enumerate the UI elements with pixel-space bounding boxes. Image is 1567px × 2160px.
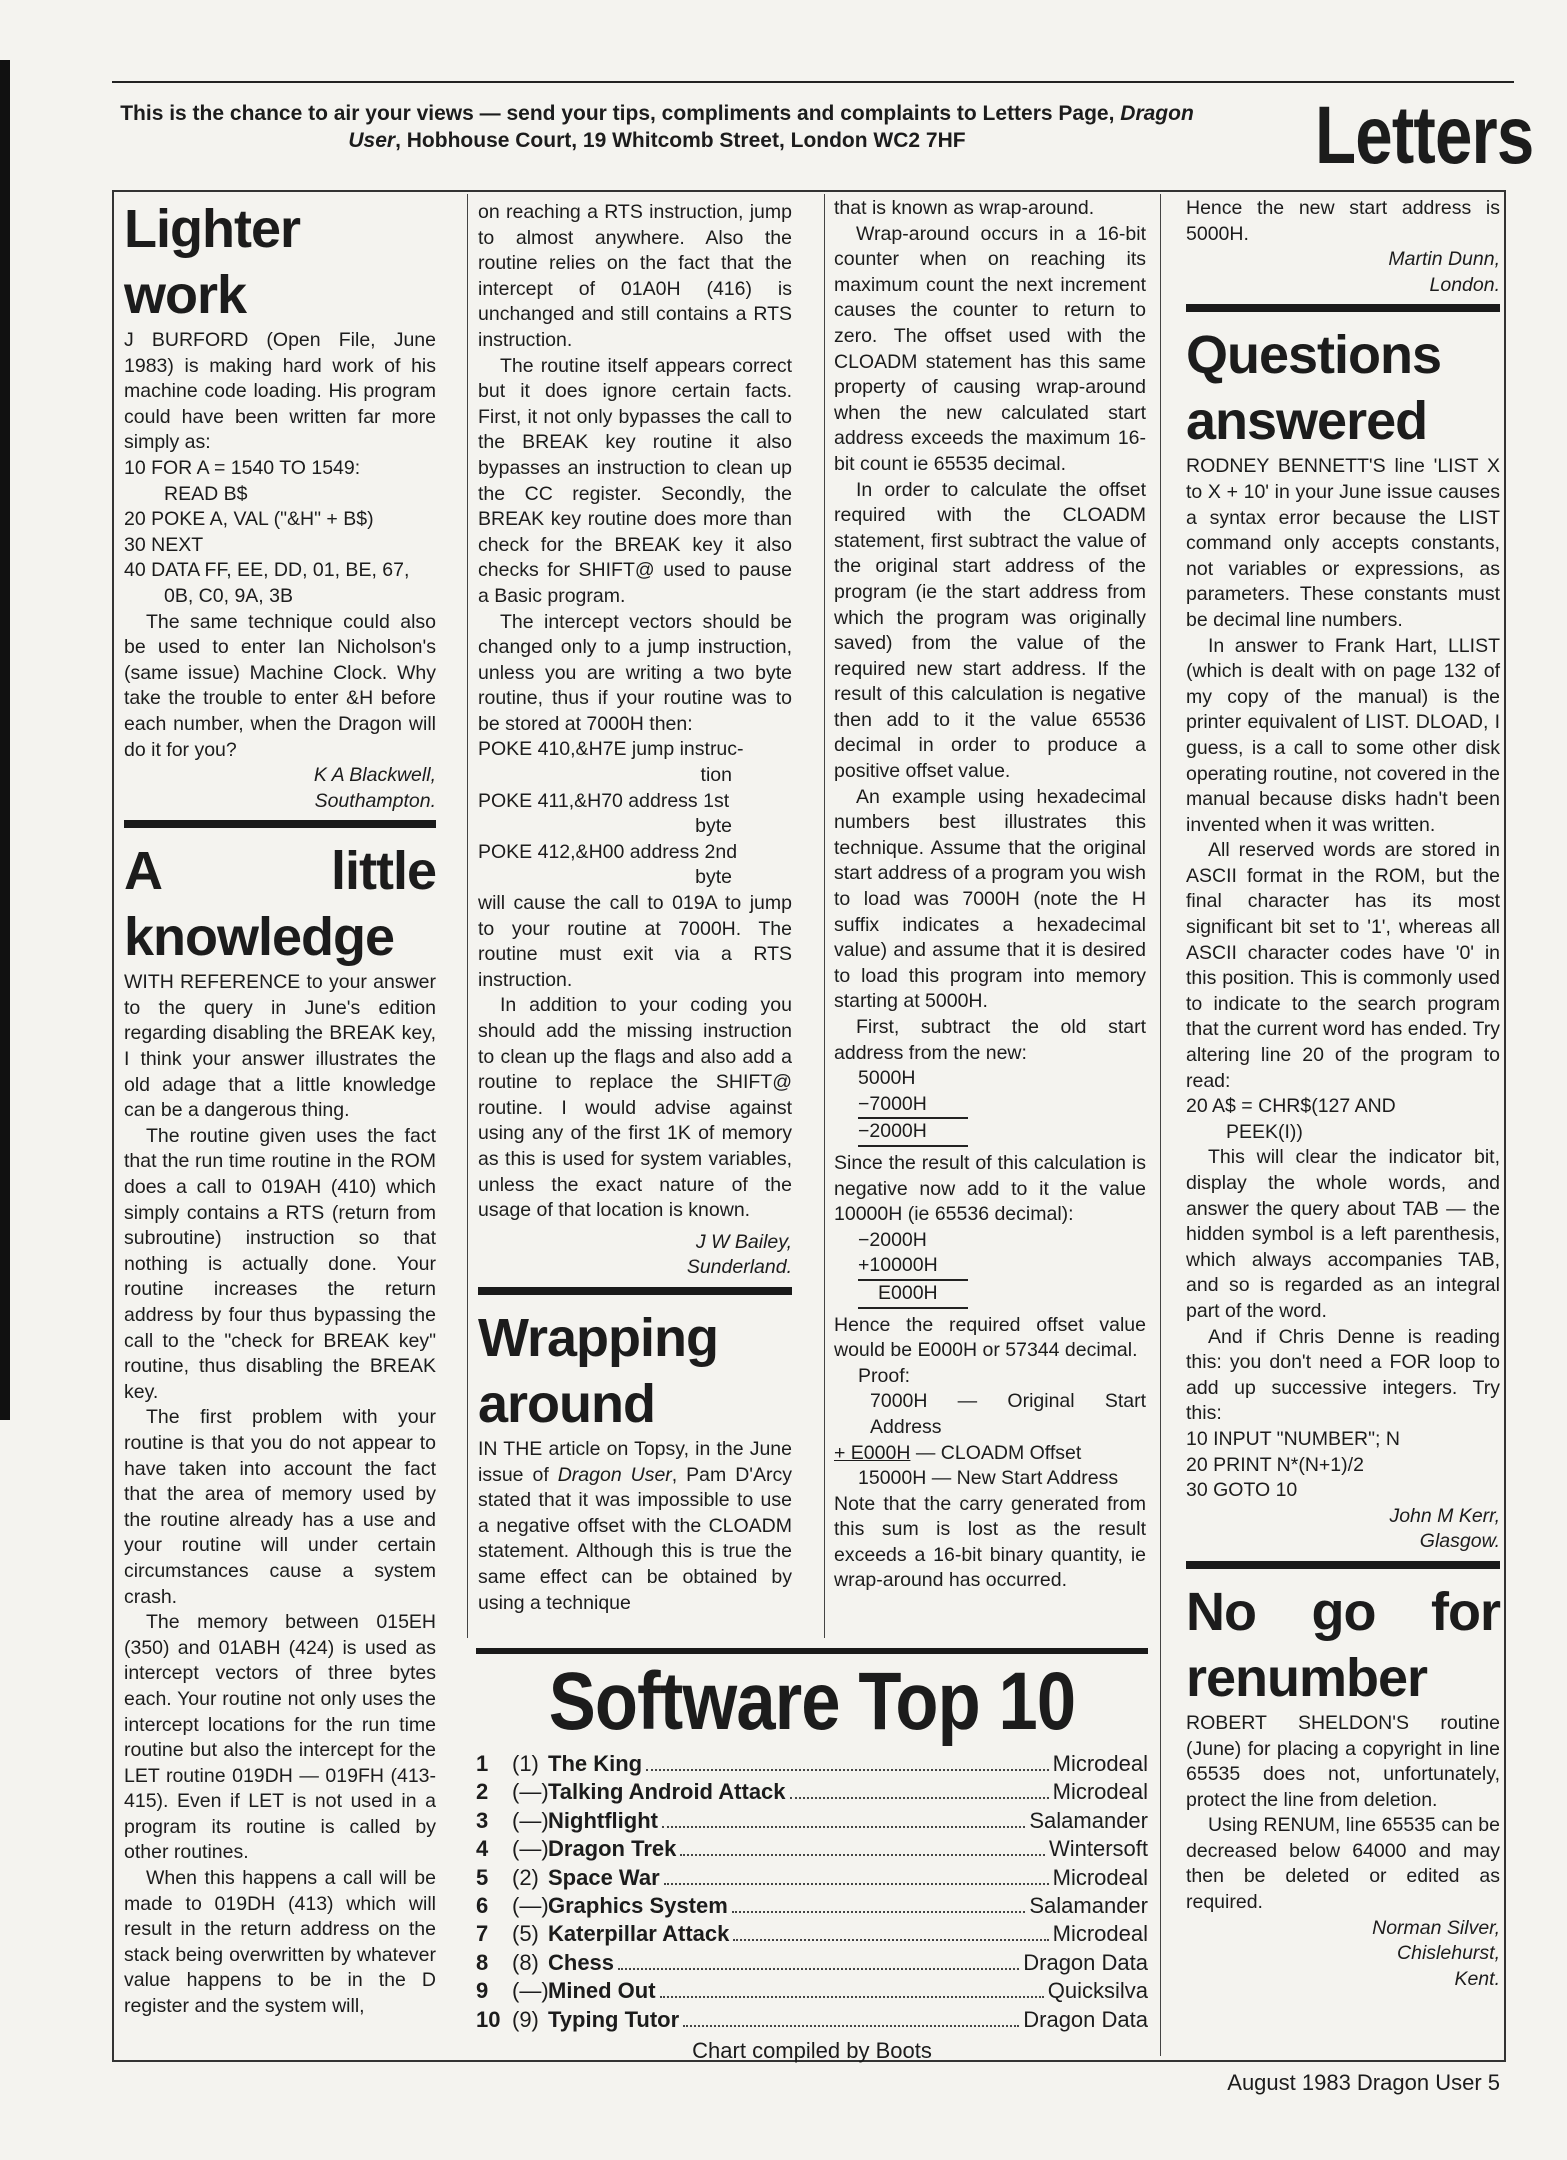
paragraph: The routine given uses the fact that the run time routine in the ROM does a call to 019AH (410) which simply contains a RTS (return from subroutine) instruction so that nothing is actually done. Your routine increases the return address by four thus bypassing the call to the "check for BREAK key" routine, thus disabling the BREAK key.	[124, 1124, 436, 1403]
code-listing: 10 FOR A = 1540 TO 1549: READ B$ 20 POKE A, VAL ("&H" + B$) 30 NEXT 40 DATA FF, EE, DD, 01, BE, 67, 0B, C0, 9A, 3B	[124, 456, 410, 607]
headline-no-go-for-renumber: No go for renumber	[1186, 1581, 1500, 1708]
paragraph: The first problem with your routine is that you do not appear to have taken into account the fact that the area of memory used by the routine already has a use and your routine will under certain circumstances cause a system crash.	[124, 1406, 436, 1608]
paragraph: In answer to Frank Hart, LLIST (which is dealt with on page 132 of my copy of the manual) is the printer equivalent of LIST. DLOAD, I guess, is a call to some other disk operating routine, not covered in the manual because disks hadn't been invented when it was written.	[1186, 634, 1500, 836]
previous-rank: (8)	[512, 1949, 539, 1975]
publisher: Dragon Data	[1023, 2006, 1148, 2032]
code-listing: 10 INPUT "NUMBER"; N 20 PRINT N*(N+1)/2 30 GOTO 10	[1186, 1427, 1400, 1502]
publisher: Microdeal	[1052, 1921, 1148, 1947]
publisher: Quicksilva	[1047, 1978, 1148, 2004]
column-divider	[1160, 194, 1161, 2056]
signature: Southampton.	[314, 789, 436, 812]
column-2	[478, 200, 792, 1616]
paragraph: Using RENUM, line 65535 can be decreased below 64000 and may then be deleted or edited as required.	[1186, 1814, 1500, 1914]
signature: J W Bailey,	[695, 1230, 792, 1253]
top-10-row	[476, 1920, 1148, 1948]
previous-rank: (—)	[512, 1807, 549, 1833]
chart-credit: Chart compiled by Boots	[692, 2038, 932, 2064]
paragraph: that is known as wrap-around.	[834, 197, 1095, 219]
top-10-row	[476, 1807, 1148, 1835]
paragraph: First, subtract the old start address from the new:	[834, 1016, 1146, 1064]
signature: Chislehurst,	[1397, 1942, 1500, 1965]
headline-questions-answered: Questions answered	[1186, 325, 1442, 452]
top-10-row	[476, 1977, 1148, 2005]
previous-rank: (—)	[512, 1779, 549, 1805]
paragraph: Wrap-around occurs in a 16-bit counter when on reaching its maximum count the next increment causes the counter to return to zero. The offset used with the CLOADM statement has this same property of causing wrap-around when the new calculated start address exceeds the maximum 16-bit count ie 65535 decimal.	[834, 222, 1146, 475]
software-top-10	[476, 1648, 1148, 2064]
paragraph: ROBERT SHELDON'S routine (June) for placing a copyright in line 65535 does not, unfortunately, protect the line from deletion.	[1186, 1711, 1500, 1811]
signature: Glasgow.	[1419, 1530, 1500, 1553]
previous-rank: (5)	[512, 1921, 539, 1947]
code-line: 20 A$ = CHR$(127 AND PEEK(I))	[1186, 1095, 1396, 1143]
rank: 2	[476, 1779, 489, 1805]
paragraph: The routine itself appears correct but it does ignore certain facts. First, it not only bypasses the call to the BREAK key routine it also bypasses an instruction to clean up the CC register. Secondly, the BREAK key routine does more than check for the BREAK key it also checks for SHIFT@ used to pause a Basic program.	[478, 354, 792, 607]
signature: John M Kerr,	[1389, 1504, 1500, 1527]
publisher: Dragon Data	[1023, 1949, 1148, 1975]
calculation-1: 5000H −7000H −2000H	[834, 1066, 1146, 1147]
title: Katerpillar Attack	[548, 1921, 730, 1947]
rank: 5	[476, 1864, 489, 1890]
previous-rank: (1)	[512, 1751, 539, 1776]
signature: Sunderland.	[686, 1256, 792, 1279]
title: Space War	[548, 1864, 660, 1890]
leader-dots	[646, 1769, 1049, 1771]
title: Graphics System	[548, 1893, 728, 1919]
top-10-row	[476, 1864, 1148, 1892]
paragraph: Note that the carry generated from this sum is lost as the result exceeds a 16-bit binary quantity, ie wrap-around has occurred.	[834, 1492, 1146, 1592]
previous-rank: (9)	[512, 2006, 539, 2032]
rank: 4	[476, 1836, 489, 1862]
top-10-row	[476, 1750, 1148, 1778]
paragraph: When this happens a call will be made to 019DH (413) which will result in the return address on the stack being overwritten by whatever value happens to be in the D register and the system will,	[124, 1867, 436, 2018]
publisher: Wintersoft	[1048, 1836, 1148, 1862]
paragraph: IN THE article on Topsy, in the June issue of Dragon User, Pam D'Arcy stated that it was impossible to use a negative offset with the CLOADM statement. Although this is true the same effect can be obtained by using a technique	[478, 1437, 793, 1614]
title: Dragon Trek	[548, 1836, 677, 1862]
proof-line: 15000H — New Start Address	[858, 1467, 1119, 1490]
column-divider	[467, 194, 468, 1638]
section-rule	[124, 820, 436, 828]
previous-rank: (—)	[512, 1836, 549, 1862]
leader-dots	[618, 1968, 1019, 1970]
paragraph: An example using hexadecimal numbers best illustrates this technique. Assume that the original start address of a program you wish to load was 7000H (note the H suffix indicates a hexadecimal value) and assume that it is desired to load this program into memory starting at 5000H.	[834, 785, 1146, 1013]
leader-dots	[662, 1826, 1025, 1828]
section-rule	[476, 1648, 1148, 1654]
publisher: Microdeal	[1052, 1864, 1148, 1890]
signature: K A Blackwell,	[313, 764, 436, 787]
headline-wrapping-around: Wrapping around	[478, 1307, 718, 1434]
rank: 9	[476, 1978, 489, 2004]
title: The King	[548, 1751, 643, 1776]
paragraph: on reaching a RTS instruction, jump to almost anywhere. Also the routine relies on the fact that the intercept of 01A0H (416) is unchanged and still contains a RTS instruction.	[478, 201, 792, 351]
paragraph: Hence the required offset value would be E000H or 57344 decimal.	[834, 1313, 1146, 1362]
leader-dots	[733, 1939, 1048, 1941]
paragraph: The same technique could also be used to enter Ian Nicholson's (same issue) Machine Clock. Why take the trouble to enter &H before each number, when the Dragon will do it for you?	[124, 610, 436, 761]
top-10-row	[476, 1949, 1148, 1977]
paragraph: The memory between 015EH (350) and 01ABH (424) is used as intercept vectors of three bytes each. Your routine not only uses the intercept locations for the run time routine but also the intercept for the LET routine 019DH — 019FH (413-415). Even if LET is not used in a program its routine is called by other routines.	[124, 1611, 436, 1864]
previous-rank: (—)	[512, 1893, 549, 1919]
top-10-row	[476, 2006, 1148, 2034]
paragraph: All reserved words are stored in ASCII format in the ROM, but the final character has its most significant bit set to '1', whereas all ASCII character codes have '0' in this position. This is commonly used to indicate to the search program that the current word has ended. Try altering line 20 of the program to read:	[1186, 839, 1500, 1092]
poke-listing: POKE 410,&H7E jump instruc- tion POKE 411,&H70 address 1st byte POKE 412,&H00 address 2nd byte	[478, 738, 744, 889]
paragraph: This will clear the indicator bit, display the whole words, and answer the query about TAB — the hidden symbol is a left parenthesis, which always accompanies TAB, and so is regarded as an integral part of the word.	[1186, 1146, 1500, 1322]
leader-dots	[664, 1883, 1049, 1885]
publisher: Microdeal	[1052, 1751, 1148, 1776]
rank: 6	[476, 1893, 489, 1919]
rank: 8	[476, 1949, 489, 1975]
top-10-title: Software Top 10	[548, 1656, 1076, 1747]
top-rule	[112, 81, 1514, 83]
section-rule	[478, 1287, 792, 1295]
headline-a-little-knowledge: A little knowledge	[124, 841, 436, 968]
publisher: Microdeal	[1052, 1779, 1148, 1805]
leader-dots	[680, 1854, 1045, 1856]
signature: London.	[1429, 273, 1500, 296]
page-footer: August 1983 Dragon User 5	[1227, 2070, 1500, 2095]
proof-label: Proof:	[858, 1364, 911, 1387]
column-divider	[824, 194, 825, 1638]
signature: Martin Dunn,	[1388, 248, 1500, 271]
signature: Kent.	[1454, 1967, 1500, 1990]
leader-dots	[683, 2025, 1019, 2027]
leader-dots	[790, 1797, 1049, 1799]
section-rule	[1186, 304, 1500, 312]
paragraph: RODNEY BENNETT'S line 'LIST X to X + 10' in your June issue causes a syntax error because the LIST command only accepts constants, not variables or expressions, as parameters. These constants must be decimal line numbers.	[1186, 455, 1500, 631]
top-10-list	[476, 1750, 1148, 2034]
section-rule	[1186, 1561, 1500, 1569]
title: Mined Out	[548, 1978, 656, 2004]
publisher: Salamander	[1029, 1807, 1148, 1833]
rank: 3	[476, 1807, 489, 1833]
rank: 7	[476, 1921, 489, 1947]
previous-rank: (2)	[512, 1864, 539, 1890]
paragraph: Since the result of this calculation is negative now add to it the value 10000H (ie 65536 decimal):	[834, 1151, 1146, 1226]
headline-lighter-work: Lighter work	[124, 199, 300, 325]
page-title: Letters	[1315, 90, 1534, 181]
previous-rank: (—)	[512, 1978, 549, 2004]
leader-dots	[732, 1911, 1026, 1913]
title: Talking Android Attack	[548, 1779, 786, 1805]
paragraph: Hence the new start address is 5000H.	[1186, 197, 1500, 245]
signature: Norman Silver,	[1372, 1916, 1500, 1939]
top-10-row	[476, 1892, 1148, 1920]
title: Nightflight	[548, 1807, 658, 1833]
proof-line: 7000H — Original Start Address	[870, 1390, 1146, 1438]
column-1	[124, 196, 436, 2020]
column-4	[1186, 196, 1500, 1992]
top-10-row	[476, 1778, 1148, 1806]
intro-text: This is the chance to air your views — send your tips, compliments and complaints to Letters Page, Dragon User, Hobhouse Court, 19 Whitcomb Street, London WC2 7HF	[120, 102, 1194, 152]
paragraph: WITH REFERENCE to your answer to the query in June's edition regarding disabling the BREAK key, I think your answer illustrates the old adage that a little knowledge can be a dangerous thing.	[124, 971, 436, 1122]
paragraph: And if Chris Denne is reading this: you don't need a FOR loop to add up successive integers. Try this:	[1186, 1325, 1500, 1425]
publisher: Salamander	[1029, 1893, 1148, 1919]
paragraph: J BURFORD (Open File, June 1983) is making hard work of his machine code loading. His program could have been written far more simply as:	[124, 329, 436, 454]
paragraph: The intercept vectors should be changed only to a jump instruction, unless you are writing a two byte routine, thus if your routine was to be stored at 7000H then:	[478, 610, 792, 735]
paragraph: In addition to your coding you should add the missing instruction to clean up the flags and also add a routine to replace the SHIFT@ routine. I would advise against using any of the first 1K of memory as this is used for system variables, unless the exact nature of the usage of that location is known.	[478, 994, 792, 1222]
calculation-2: −2000H +10000H E000H	[834, 1228, 1146, 1309]
title: Typing Tutor	[548, 2006, 680, 2032]
paragraph: In order to calculate the offset required with the CLOADM statement, first subtract the value of the original start address of the program (ie the start address from which the program was originally saved) from the value of the required new start address. If the result of this calculation is negative then add to it the value 65536 decimal in order to produce a positive offset value.	[834, 478, 1146, 783]
rank: 1	[476, 1751, 489, 1776]
column-3	[834, 196, 1146, 1594]
page-binding-edge	[0, 60, 10, 1420]
leader-dots	[660, 1996, 1044, 1998]
paragraph: will cause the call to 019A to jump to your routine at 7000H. The routine must exit via a RTS instruction.	[478, 892, 792, 991]
top-10-row	[476, 1835, 1148, 1863]
title: Chess	[548, 1949, 615, 1975]
rank: 10	[476, 2006, 501, 2032]
proof-line: + E000H — CLOADM Offset	[834, 1441, 1082, 1464]
